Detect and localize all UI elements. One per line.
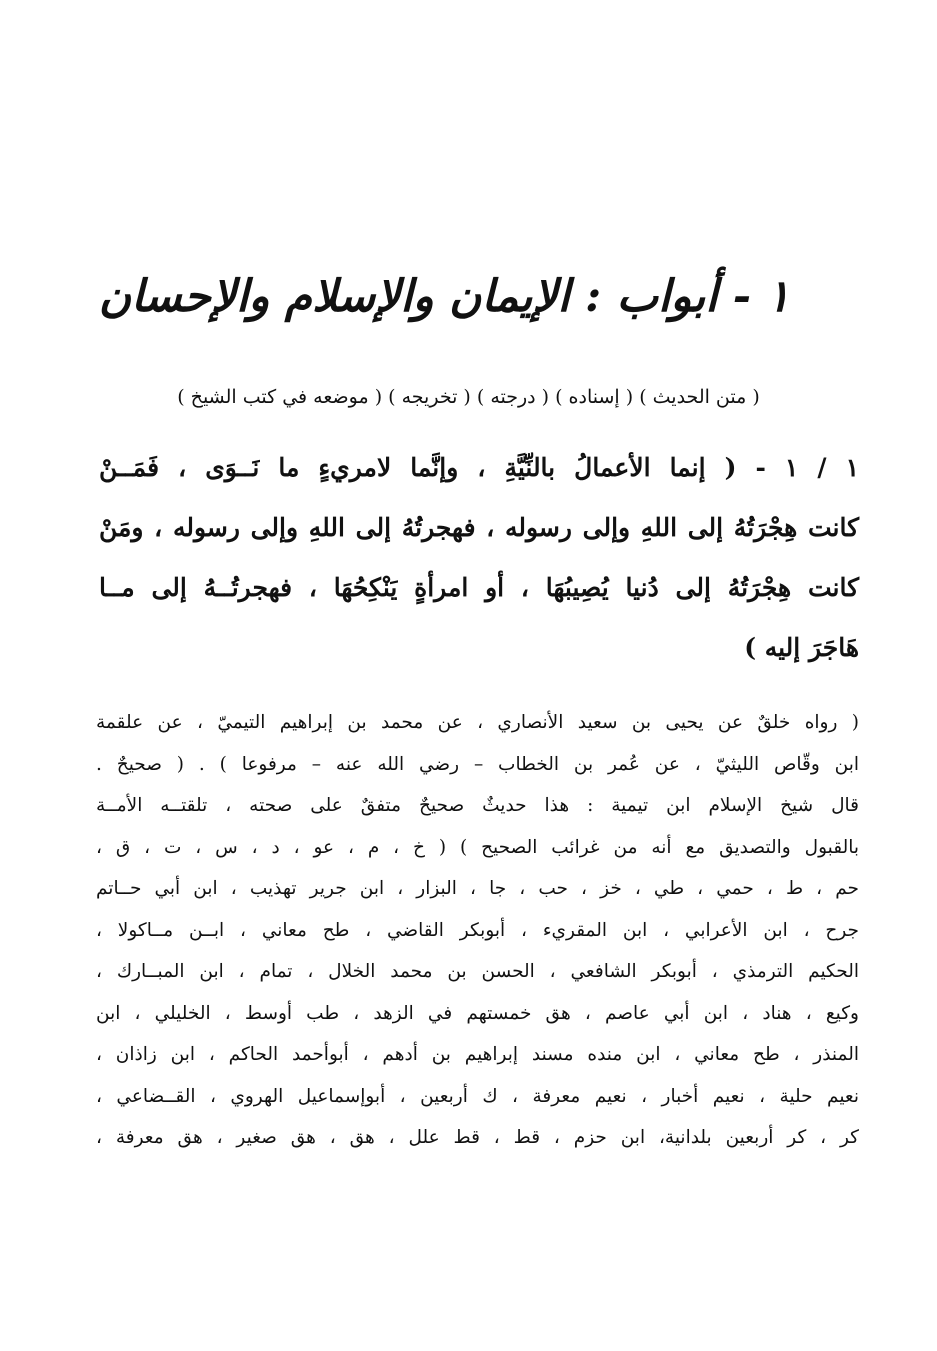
hadith-line: كانت هِجْرَتُهُ إلى اللهِ وإلى رسوله ، فهجرتُهُ إلى اللهِ وإلى رسوله ، ومَنْ [99, 513, 859, 542]
takhrij-line: بالقبول والتصديق مع أنه من غرائب الصحيح ) ( خ ، م ، عو ، د ، س ، ت ، ق ، [96, 836, 859, 858]
hadith-line: كانت هِجْرَتُهُ إلى دُنيا يُصِيبُهَا ، أو امرأةٍ يَنْكِحُهَا ، فهجرتُــهُ إلى مــا [99, 573, 859, 602]
takhrij-line: ابن وقّاص الليثيّ ، عن عُمر بن الخطاب – رضي الله عنه – مرفوعا ) . ( صحيحٌ . [96, 753, 859, 775]
hadith-line: هَاجَرَ إليه ) [744, 633, 859, 662]
takhrij-line: المنذر ، طح معاني ، ابن منده مسند إبراهيم بن أدهم ، أبوأحمد الحاكم ، ابن زاذان ، [96, 1044, 859, 1065]
takhrij-line: ( رواه خلقٌ عن يحيى بن سعيد الأنصاري ، عن محمد بن إبراهيم التيميّ ، عن علقمة [96, 712, 859, 733]
takhrij-text [96, 702, 859, 1159]
takhrij-line: حم ، ط ، حمي ، طي ، خز ، حب ، جا ، البزار ، ابن جرير تهذيب ، ابن أبي حــاتم [96, 878, 859, 899]
takhrij-line: وكيع ، هناد ، ابن أبي عاصم ، هق خمستهم في الزهد ، طب أوسط ، الخليلي ، ابن [96, 1002, 859, 1024]
takhrij-line: نعيم حلية ، نعيم أخبار ، نعيم معرفة ، ك أربعين ، أبوإسماعيل الهروي ، القــضاعي ، [96, 1085, 859, 1107]
takhrij-line: جرح ، ابن الأعرابي ، ابن المقريء ، أبوبكر القاضي ، طح معاني ، ابــن مــاكولا ، [96, 919, 859, 941]
column-legend: ( متن الحديث ) ( إسناده ) ( درجته ) ( تخريجه ) ( موضعه في كتب الشيخ ) [177, 386, 760, 408]
hadith-text [99, 438, 859, 678]
takhrij-line: قال شيخ الإسلام ابن تيمية : هذا حديثٌ صحيحٌ متفقٌ على صحته ، تلقتــه الأمــة [96, 795, 859, 816]
takhrij-line: كر ، كر أربعين بلدانية، ابن حزم ، قط ، قط علل ، هق ، هق صغير ، هق معرفة ، [96, 1127, 859, 1148]
chapter-title: ١ - أبواب : الإيمان والإسلام والإحسان [98, 271, 790, 322]
hadith-line: ١ / ١ - ( إنما الأعمالُ بالنِّيَّةِ ، وإنَّما لامريءٍ ما نَــوَى ، فَمَــنْ [99, 453, 859, 482]
takhrij-line: الحكيم الترمذي ، أبوبكر الشافعي ، الحسن بن محمد الخلال ، تمام ، ابن المبــارك ، [96, 961, 859, 982]
